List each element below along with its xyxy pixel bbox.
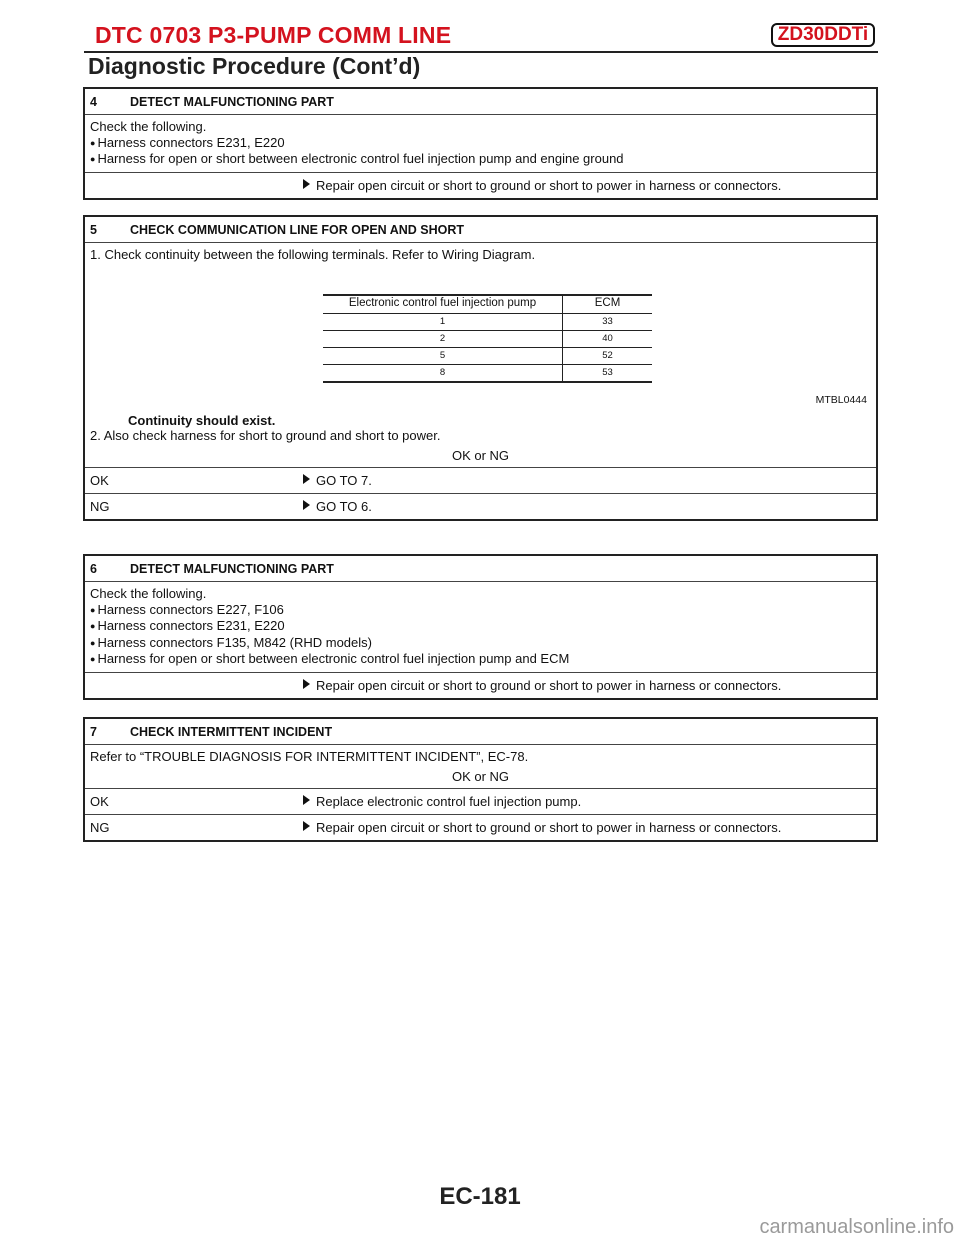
step-number: 6 [90,561,97,576]
continuity-figure [90,263,871,413]
page-number: EC-181 [439,1183,521,1210]
ok-row [85,789,876,815]
bullet-icon: ● [90,604,96,615]
page-subtitle: Diagnostic Procedure (Cont’d) [88,53,421,79]
table-row: 5 52 [323,347,652,364]
ok-ng-label: OK or NG [451,447,510,463]
table-row: 2 40 [323,330,652,347]
list-item-text: Harness connectors E231, E220 [97,618,285,633]
step-6-header [85,556,876,582]
arrow-icon [297,679,316,692]
intro-text: Check the following. [90,119,207,134]
page-title: DTC 0703 P3-PUMP COMM LINE [95,22,452,48]
step-heading: CHECK INTERMITTENT INCIDENT [130,724,333,739]
list-item [90,602,871,619]
ng-row [85,815,876,840]
bullet-icon: ● [90,621,96,631]
list-item-text: Harness connectors E227, F106 [97,601,284,617]
step-4-header [85,89,876,115]
instruction-text: Refer to “TROUBLE DIAGNOSIS FOR INTERMITTENT INCIDENT”, EC-78. [90,749,529,764]
table-row: 1 33 [323,313,652,330]
result-row [85,673,876,698]
table-header-pump: Electronic control fuel injection pump [323,295,563,314]
intro-text: Check the following. [90,586,207,601]
figure-code: MTBL0444 [815,394,867,406]
arrow-icon [297,179,316,192]
instruction-text: 2. Also check harness for short to ground and short to power. [90,428,441,443]
result-text: Repair open circuit or short to ground or short to power in harness or connectors. [316,677,782,693]
step-6-body [85,582,876,673]
list-item [90,135,871,152]
list-item [90,635,871,652]
step-number: 7 [90,724,97,739]
result-text: Repair open circuit or short to ground or short to power in harness or connectors. [316,177,782,193]
bullet-icon: ● [90,137,96,148]
ok-action: Replace electronic control fuel injection pump. [316,794,582,809]
step-6-block [83,554,878,700]
ng-action: GO TO 6. [316,499,372,514]
bullet-icon: ● [90,654,96,664]
ok-label: OK [90,473,109,488]
step-5-header [85,217,876,243]
result-row [85,173,876,198]
list-item-text: Harness connectors E231, E220 [97,134,285,150]
ok-row [85,468,876,494]
instruction-text: 1. Check continuity between the following terminals. Refer to Wiring Diagram. [90,247,536,262]
watermark: carmanualsonline.info [759,1216,954,1238]
step-4-block [83,87,878,200]
ok-action: GO TO 7. [316,473,372,488]
table-header-ecm: ECM [563,295,653,314]
ok-label: OK [90,794,109,809]
step-5-body [85,243,876,468]
engine-badge: ZD30DDTi [771,23,875,47]
ok-ng-label: OK or NG [451,768,510,784]
step-7-header [85,719,876,745]
continuity-table [323,294,652,383]
list-item [90,651,871,668]
step-7-body [85,745,876,789]
list-item [90,618,871,635]
step-number: 4 [90,94,97,109]
list-item [90,151,871,168]
bullet-icon: ● [90,637,96,648]
list-item-text: Harness for open or short between electronic control fuel injection pump and ECM [97,651,570,666]
ng-action: Repair open circuit or short to ground or short to power in harness or connectors. [316,820,782,835]
arrow-icon [297,474,316,487]
list-item-text: Harness for open or short between electronic control fuel injection pump and engine ground [97,151,624,166]
bullet-icon: ● [90,154,96,164]
step-heading: DETECT MALFUNCTIONING PART [130,561,334,576]
step-4-body [85,115,876,173]
ng-label: NG [90,820,110,835]
arrow-icon [297,500,316,513]
step-heading: DETECT MALFUNCTIONING PART [130,94,334,109]
ng-label: NG [90,499,110,514]
list-item-text: Harness connectors F135, M842 (RHD models) [97,634,372,650]
arrow-icon [297,795,316,808]
step-5-block [83,215,878,521]
step-7-block [83,717,878,842]
step-heading: CHECK COMMUNICATION LINE FOR OPEN AND SHORT [130,222,465,237]
ng-row [85,494,876,519]
step-number: 5 [90,222,97,237]
arrow-icon [297,821,316,834]
table-row: 8 53 [323,364,652,382]
spec-note: Continuity should exist. [128,412,276,428]
